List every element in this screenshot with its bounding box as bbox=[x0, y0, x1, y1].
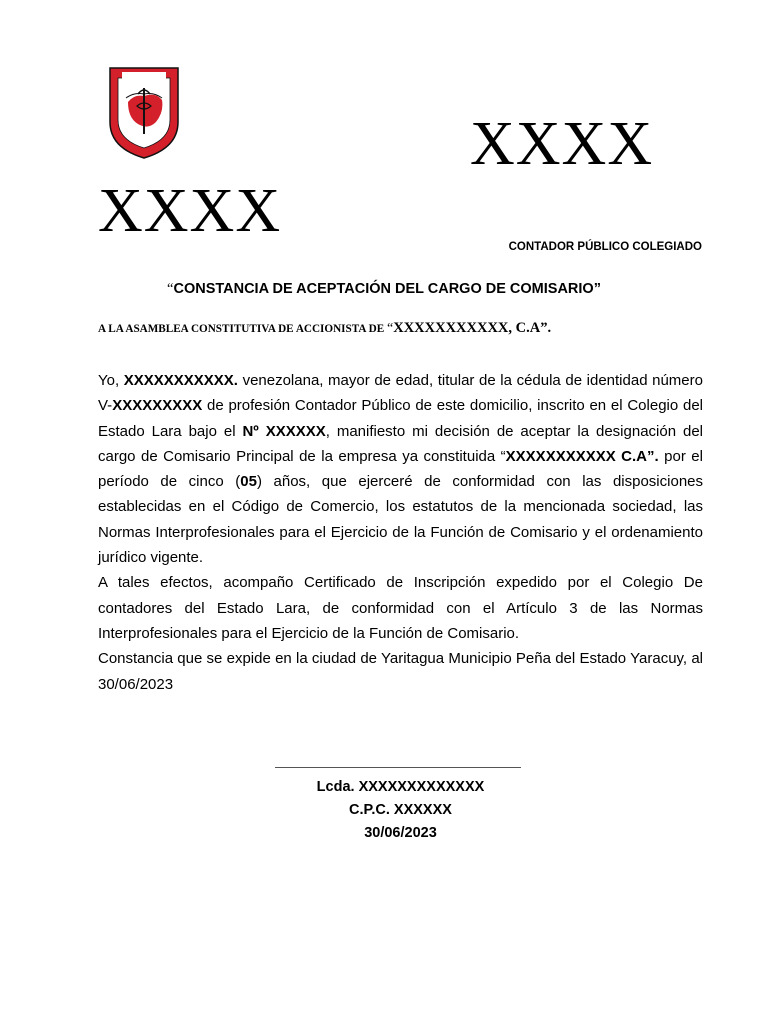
signer-cpc: C.P.C. XXXXXX bbox=[349, 802, 452, 818]
signer-name: Lcda. XXXXXXXXXXXXX bbox=[316, 779, 485, 795]
title-text: CONSTANCIA DE ACEPTACIÓN DEL CARGO DE COMISARIO” bbox=[173, 281, 601, 297]
body-paragraph-3: Constancia que se expide en la ciudad de Yaritagua Municipio Peña del Estado Yaracuy, al 30/06/2023 bbox=[98, 650, 703, 693]
signature-block bbox=[198, 776, 603, 845]
document-body bbox=[98, 368, 703, 697]
header-subtitle: CONTADOR PÚBLICO COLEGIADO bbox=[508, 241, 702, 253]
addressee-prefix: A LA ASAMBLEA CONSTITUTIVA DE ACCIONISTA DE bbox=[98, 323, 387, 335]
p1-text-3: de profesión Contador Público de este domicilio, inscrito en el Colegio del Estado Lara bajo el bbox=[98, 397, 703, 440]
p1-id-number: XXXXXXXXX bbox=[112, 397, 203, 415]
p1-years: 05 bbox=[240, 473, 257, 491]
colegio-contadores-seal-icon bbox=[104, 64, 184, 160]
p1-text-1: Yo, bbox=[98, 372, 124, 389]
p1-person-name: XXXXXXXXXXX. bbox=[123, 372, 238, 389]
p1-text-4: , manifiesto mi decisión de aceptar la designación del cargo de Comisario Principal de la empresa ya constituida “ bbox=[98, 422, 703, 465]
accountant-name-line-1: XXXX bbox=[470, 110, 654, 178]
p1-registration-number: Nº XXXXXX bbox=[242, 422, 326, 440]
p1-company: XXXXXXXXXXX C.A”. bbox=[505, 447, 659, 465]
accountant-name-line-2: XXXX bbox=[98, 177, 282, 245]
title-open-quote: “ bbox=[167, 281, 174, 297]
signature-line bbox=[275, 767, 521, 768]
body-paragraph-2: A tales efectos, acompaño Certificado de Inscripción expedido por el Colegio De contadores del Estado Lara, de conformidad con el Artículo 3 de las Normas Interprofesionales para el Ejercicio de la Función de Comisario. bbox=[98, 574, 703, 642]
addressee-company: XXXXXXXXXXX, C.A”. bbox=[393, 320, 552, 336]
p1-text-2: venezolana, mayor de edad, titular de la cédula de identidad número V- bbox=[98, 372, 703, 415]
p1-text-6: ) años, que ejerceré de conformidad con las disposiciones establecidas en el Código de Comercio, los estatutos de la mencionada sociedad, las Normas Interprofesionales para el Ejercicio de la Función de Comisario y el ordenamiento jurídico vigente. bbox=[98, 473, 703, 567]
signature-date: 30/06/2023 bbox=[364, 825, 437, 841]
document-title bbox=[0, 281, 768, 298]
addressee-line bbox=[98, 320, 551, 337]
addressee-open-quote: “ bbox=[387, 321, 394, 336]
body-paragraph-1 bbox=[98, 368, 703, 570]
p1-text-5: por el período de cinco ( bbox=[98, 447, 703, 491]
